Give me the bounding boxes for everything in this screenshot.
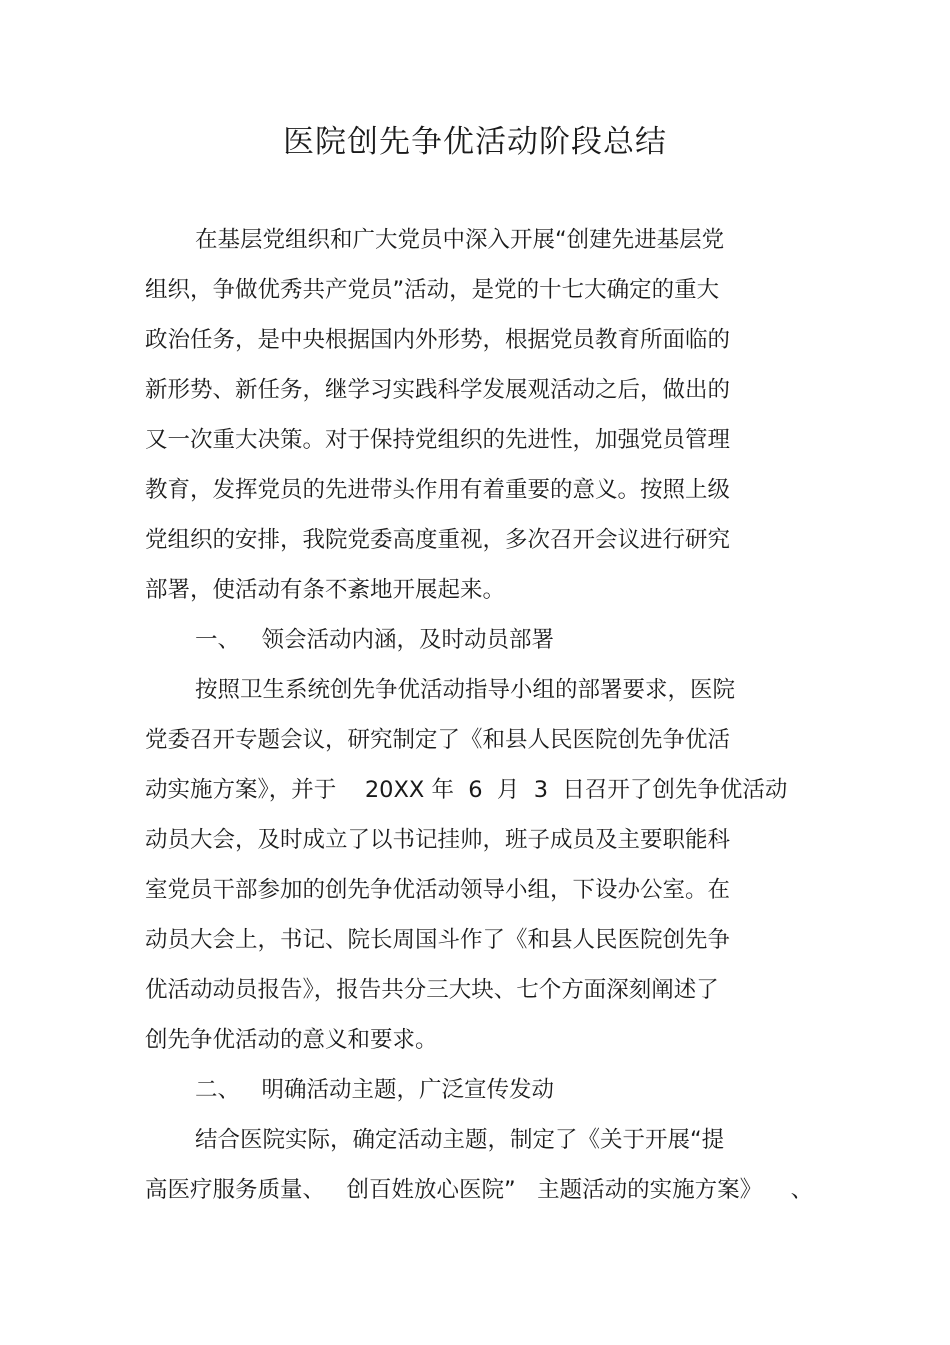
paragraph-line: 按照卫生系统创先争优活动指导小组的部署要求，医院 <box>195 677 736 703</box>
paragraph-line: 优活动动员报告》，报告共分三大块、七个方面深刻阐述了 <box>145 977 719 1003</box>
paragraph-line: 党组织的安排，我院党委高度重视，多次召开会议进行研究 <box>145 527 731 553</box>
paragraph-line: 动员大会，及时成立了以书记挂帅，班子成员及主要职能科 <box>145 827 731 853</box>
paragraph-line: 组织，争做优秀共产党员”活动，是党的十七大确定的重大 <box>145 277 720 303</box>
paragraph-line: 动实施方案》，并于 20XX 年 6 月 3 日召开了创先争优活动 <box>145 777 788 803</box>
document-title: 医院创先争优活动阶段总结 <box>283 124 667 160</box>
paragraph-line: 新形势、新任务，继学习实践科学发展观活动之后，做出的 <box>145 377 731 403</box>
paragraph-line: 又一次重大决策。对于保持党组织的先进性，加强党员管理 <box>145 427 731 453</box>
paragraph-line: 动员大会上，书记、院长周国斗作了《和县人民医院创先争 <box>145 927 731 953</box>
paragraph-line: 教育，发挥党员的先进带头作用有着重要的意义。按照上级 <box>145 477 731 503</box>
paragraph-line: 创先争优活动的意义和要求。 <box>145 1027 438 1053</box>
paragraph-line: 在基层党组织和广大党员中深入开展“创建先进基层党 <box>195 227 725 253</box>
paragraph-line: 高医疗服务质量、 创百姓放心医院” 主题活动的实施方案》 、 <box>145 1177 814 1203</box>
paragraph-line: 部署，使活动有条不紊地开展起来。 <box>145 577 506 603</box>
paragraph-line: 室党员干部参加的创先争优活动领导小组，下设办公室。在 <box>145 877 731 903</box>
paragraph-line: 党委召开专题会议，研究制定了《和县人民医院创先争优活 <box>145 727 731 753</box>
section-heading: 二、 明确活动主题，广泛宣传发动 <box>195 1077 554 1103</box>
paragraph-line: 政治任务，是中央根据国内外形势，根据党员教育所面临的 <box>145 327 731 353</box>
section-heading: 一、 领会活动内涵，及时动员部署 <box>195 627 554 653</box>
paragraph-line: 结合医院实际，确定活动主题，制定了《关于开展“提 <box>195 1127 725 1153</box>
